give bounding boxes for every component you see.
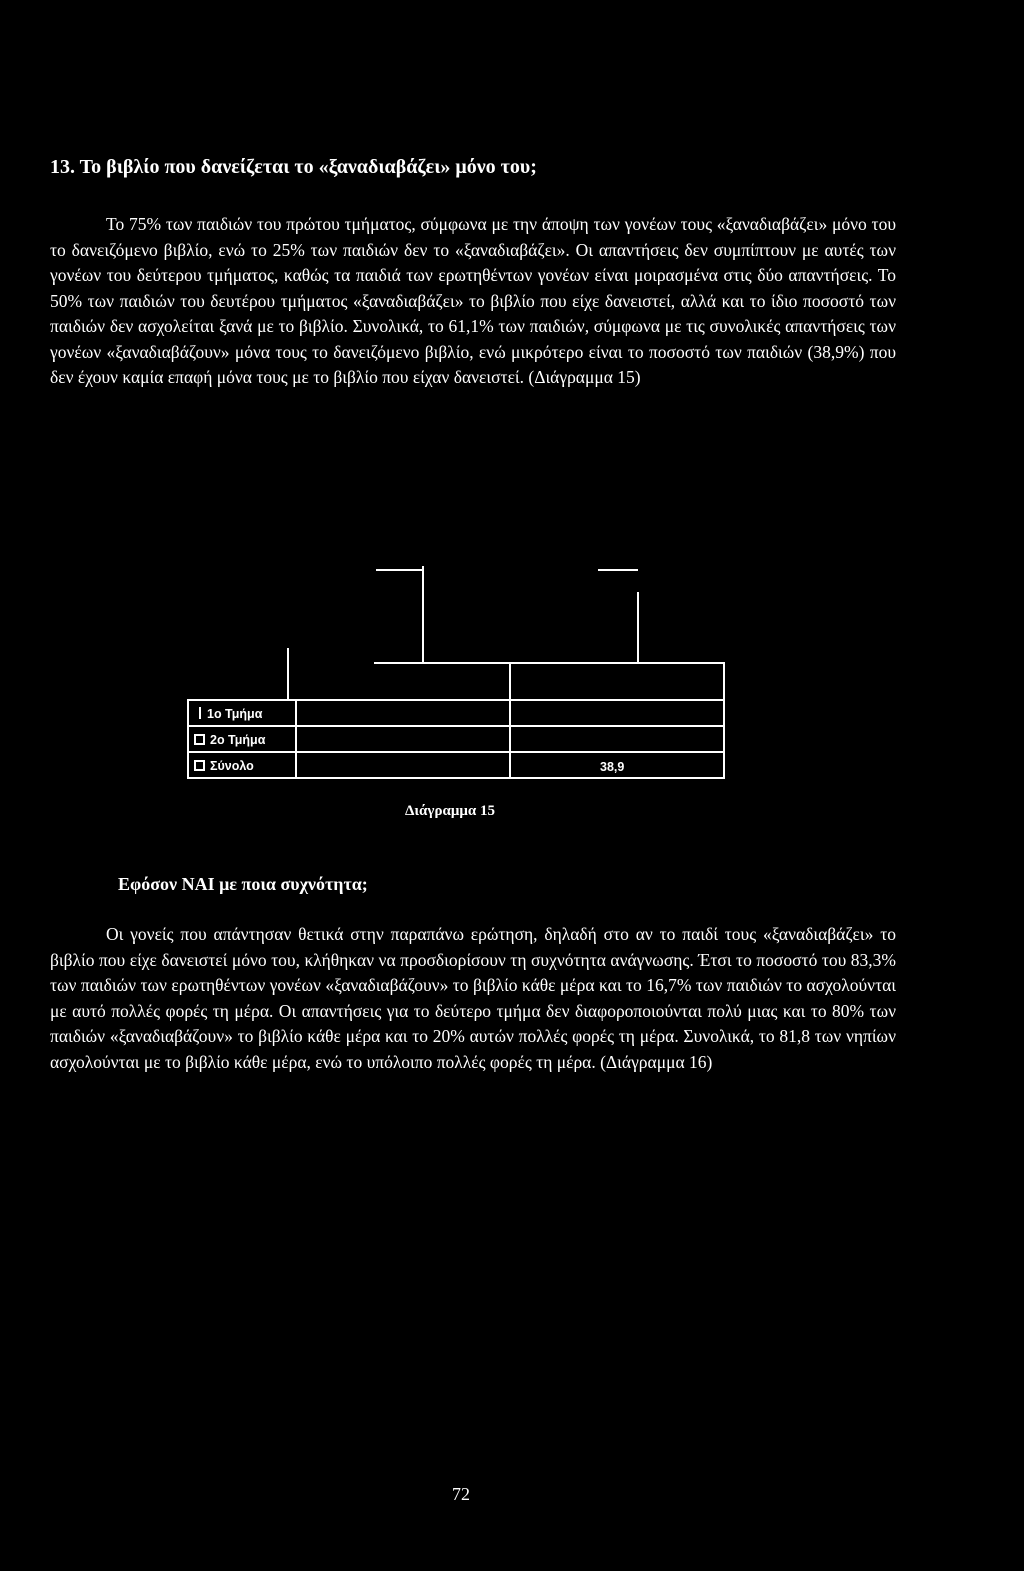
- legend-label-3: Σύνολο: [210, 759, 254, 773]
- section-heading: 13. Το βιβλίο που δανείζεται το «ξαναδιαβάζει» μόνο του;: [50, 156, 537, 178]
- subsection-heading: Εφόσον ΝΑΙ με ποια συχνότητα;: [118, 874, 368, 894]
- body-paragraph-1: Το 75% των παιδιών του πρώτου τμήματος, σύμφωνα με την άποψη των γονέων τους «ξαναδιαβάζει» μόνο του το δανειζόμενο βιβλίο, ενώ το 25% των παιδιών δεν το «ξαναδιαβάζει». Οι απαντήσεις δεν συμπίπτουν με αυτές των γονέων του δεύτερου τμήματος, καθώς τα παιδιά των ερωτηθέντων γονέων είναι μοιρασμένα στις δύο απαντήσεις. Το 50% των παιδιών του δευτέρου τμήματος «ξαναδιαβάζει» το βιβλίο που είχε δανειστεί, αλλά και το ίδιο ποσοστό των παιδιών δεν ασχολείται ξανά με το βιβλίο. Συνολικά, το 61,1% των παιδιών, σύμφωνα με τις συνολικές απαντήσεις των γονέων «ξαναδιαβάζουν» μόνα τους το δανειζόμενο βιβλίο, ενώ μικρότερο είναι το ποσοστό των παιδιών (38,9%) που δεν έχουν καμία επαφή μόνα τους με το βιβλίο που είχαν δανειστεί. (Διάγραμμα 15): [50, 214, 896, 387]
- legend-label-2: 2ο Τμήμα: [210, 733, 266, 747]
- body-paragraph-2: Οι γονείς που απάντησαν θετικά στην παραπάνω ερώτηση, δηλαδή στο αν το παιδί τους «ξαναδιαβάζει» το βιβλίο που είχε δανειστεί μόνο του, κλήθηκαν να προσδιορίσουν τη συχνότητα ανάγνωσης. Έτσι το ποσοστό του 83,3% των παιδιών των ερωτηθέντων γονέων «ξαναδιαβάζουν» το βιβλίο κάθε μέρα και το 16,7% των παιδιών το ασχολούνται με αυτό πολλές φορές τη μέρα. Οι απαντήσεις για το δεύτερο τμήμα δεν διαφοροποιούνται πολύ μιας και το 80% των παιδιών «ξαναδιαβάζουν» το βιβλίο κάθε μέρα και το 20% αυτών πολλές φορές τη μέρα. Συνολικά, το 81,8 των νηπίων ασχολούνται με το βιβλίο κάθε μέρα, ενώ το υπόλοιπο πολλές φορές τη μέρα. (Διάγραμμα 16): [50, 924, 896, 1072]
- legend-label-1: 1ο Τμήμα: [207, 707, 263, 721]
- chart-caption: Διάγραμμα 15: [405, 803, 495, 819]
- legend-marker-2: [195, 735, 204, 744]
- legend-marker-3: [195, 761, 204, 770]
- page-number: 72: [452, 1484, 470, 1504]
- legend-table: [188, 700, 724, 778]
- data-label-total: 38,9: [600, 760, 625, 774]
